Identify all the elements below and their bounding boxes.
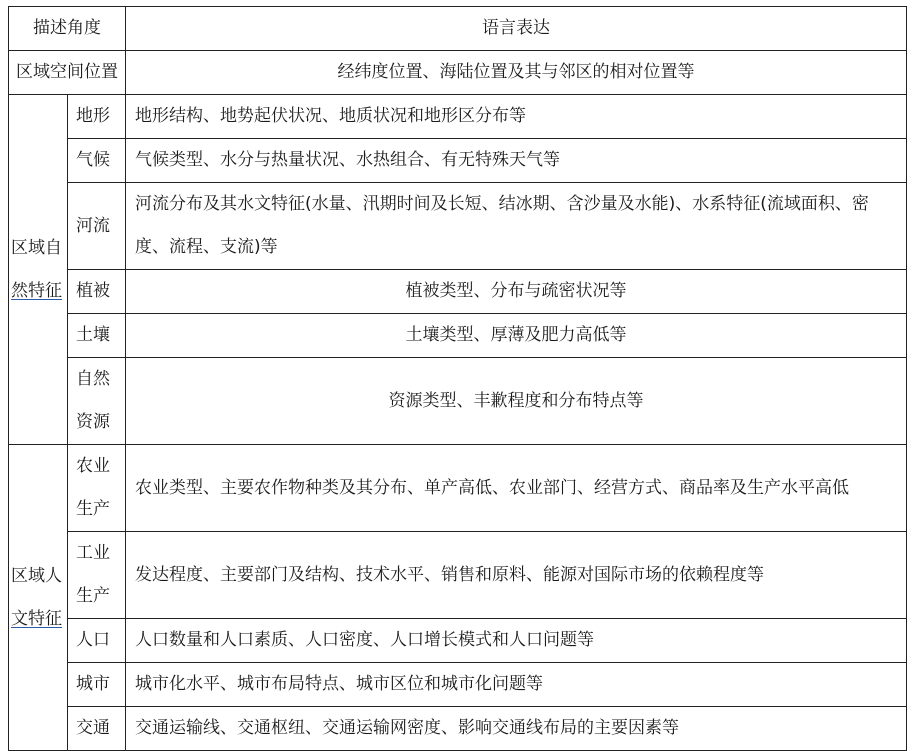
table-row xyxy=(9,358,907,445)
human-category-line1: 区域人 xyxy=(11,565,62,586)
sub-label-line1: 自然 xyxy=(76,369,110,389)
row-text: 植被类型、分布与疏密状况等 xyxy=(126,270,907,314)
row-text: 城市化水平、城市布局特点、城市区位和城市化问题等 xyxy=(126,663,907,707)
sub-label: 人口 xyxy=(68,619,126,663)
header-angle: 描述角度 xyxy=(9,7,126,51)
sub-label-line2: 生产 xyxy=(76,586,110,606)
table-row xyxy=(9,707,907,751)
table-row xyxy=(9,139,907,183)
sub-label-line2: 资源 xyxy=(76,412,110,432)
row-text: 农业类型、主要农作物种类及其分布、单产高低、农业部门、经营方式、商品率及生产水平高低 xyxy=(126,445,907,532)
header-row xyxy=(9,7,907,51)
table-row xyxy=(9,183,907,270)
table-row xyxy=(9,619,907,663)
sub-label xyxy=(68,358,126,445)
sub-label: 地形 xyxy=(68,95,126,139)
sub-label xyxy=(68,532,126,619)
table-row xyxy=(9,314,907,358)
row-text: 地形结构、地势起伏状况、地质状况和地形区分布等 xyxy=(126,95,907,139)
row-text: 资源类型、丰歉程度和分布特点等 xyxy=(126,358,907,445)
row-text: 交通运输线、交通枢纽、交通运输网密度、影响交通线布局的主要因素等 xyxy=(126,707,907,751)
human-category-line2: 文特征 xyxy=(11,608,62,629)
natural-category-line2: 然特征 xyxy=(11,280,62,301)
location-label: 区域空间位置 xyxy=(9,51,126,95)
sub-label: 交通 xyxy=(68,707,126,751)
sub-label: 气候 xyxy=(68,139,126,183)
location-text: 经纬度位置、海陆位置及其与邻区的相对位置等 xyxy=(126,51,907,95)
row-text: 土壤类型、厚薄及肥力高低等 xyxy=(126,314,907,358)
row-text: 人口数量和人口素质、人口密度、人口增长模式和人口问题等 xyxy=(126,619,907,663)
row-text: 发达程度、主要部门及结构、技术水平、销售和原料、能源对国际市场的依赖程度等 xyxy=(126,532,907,619)
sub-label: 植被 xyxy=(68,270,126,314)
table-row xyxy=(9,532,907,619)
sub-label: 河流 xyxy=(68,183,126,270)
sub-label: 城市 xyxy=(68,663,126,707)
table-row xyxy=(9,445,907,532)
sub-label-line1: 工业 xyxy=(76,543,110,563)
table-row xyxy=(9,270,907,314)
row-text: 气候类型、水分与热量状况、水热组合、有无特殊天气等 xyxy=(126,139,907,183)
table-row xyxy=(9,663,907,707)
geography-description-table xyxy=(8,6,907,751)
human-category xyxy=(9,445,68,751)
row-text: 河流分布及其水文特征(水量、汛期时间及长短、结冰期、含沙量及水能)、水系特征(流域面积、密度、流程、支流)等 xyxy=(126,183,907,270)
sub-label-line2: 生产 xyxy=(76,499,110,519)
table-row xyxy=(9,95,907,139)
natural-category-line1: 区域自 xyxy=(11,237,62,258)
sub-label: 土壤 xyxy=(68,314,126,358)
sub-label-line1: 农业 xyxy=(76,456,110,476)
natural-category xyxy=(9,95,68,445)
table-row xyxy=(9,51,907,95)
header-expression: 语言表达 xyxy=(126,7,907,51)
sub-label xyxy=(68,445,126,532)
